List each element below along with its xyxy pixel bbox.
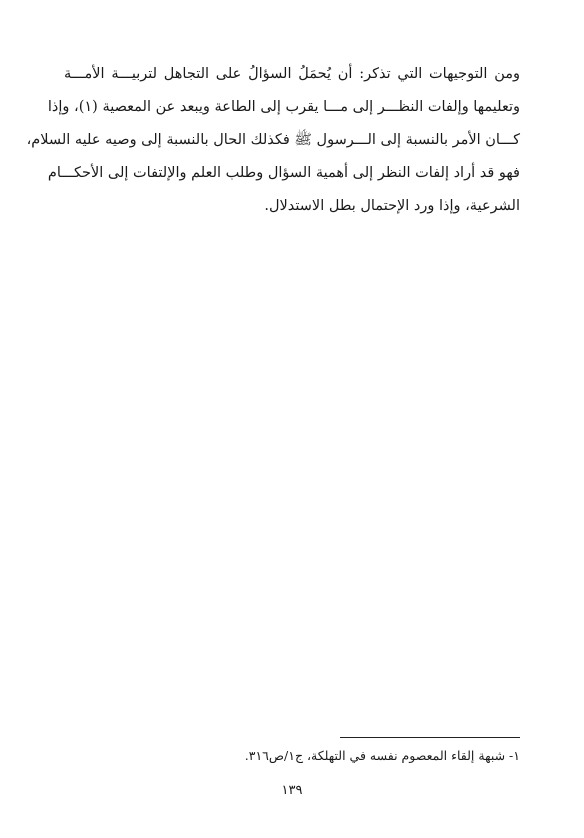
- paragraph-line-5: الشرعية، وإذا ورد الإحتمال بطل الاستدلال.: [264, 198, 520, 214]
- paragraph-line-1: ومن التوجيهات التي تذكر: أن يُحمَلُ السؤالُ على التجاهل لتربيـــة الأمـــة: [64, 66, 520, 82]
- footnote-divider: [340, 737, 520, 738]
- paragraph-line-2: وتعليمها وإلفات النظـــر إلى مـــا يقرب إلى الطاعة ويبعد عن المعصية (١)، وإذا: [47, 99, 520, 115]
- main-paragraph: [26, 58, 520, 223]
- paragraph-line-3: كـــان الأمر بالنسبة إلى الـــرسول ﷺ فكذلك الحال بالنسبة إلى وصيه عليه السلام،: [26, 132, 520, 148]
- paragraph-line-4: فهو قد أراد إلفات النظر إلى أهمية السؤال وطلب العلم والإلتفات إلى الأحكـــام: [47, 165, 520, 181]
- footnote: ١- شبهة إلقاء المعصوم نفسه في التهلكة، ج١/ص٣١٦.: [244, 748, 520, 763]
- page-number: ١٣٩: [281, 783, 303, 798]
